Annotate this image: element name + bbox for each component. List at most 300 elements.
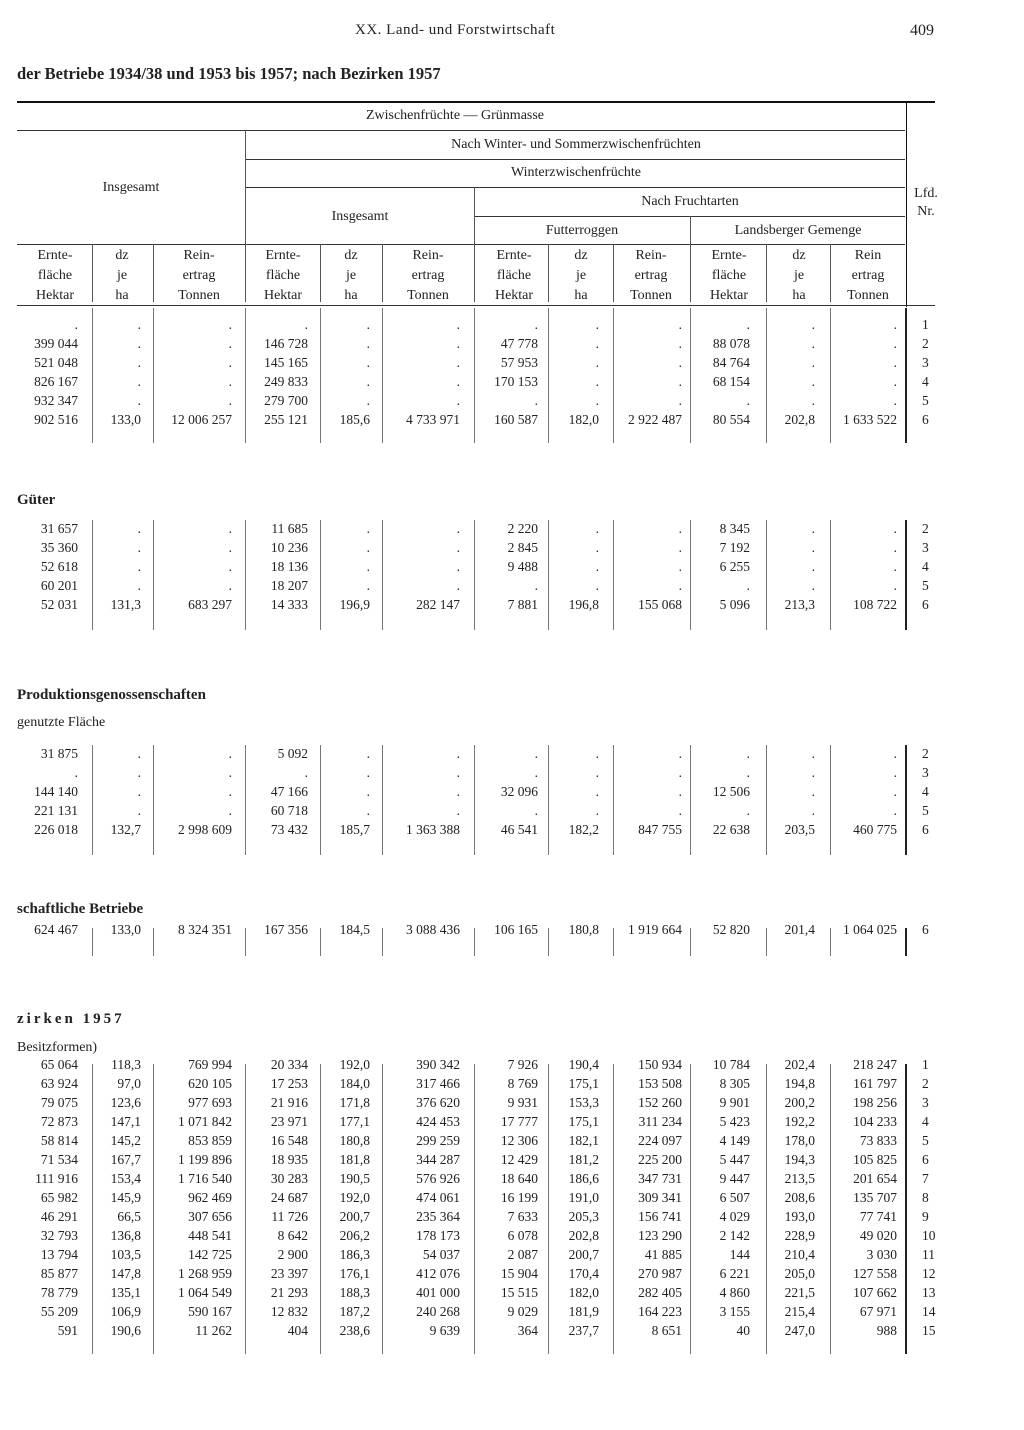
header-winterzwischenfruechte: Winterzwischenfrüchte	[510, 165, 642, 180]
table-cell: .	[534, 578, 538, 593]
table-cell: .	[137, 765, 141, 780]
row-number: 3	[922, 355, 929, 370]
table-cell: 54 037	[422, 1247, 460, 1262]
table-cell: .	[456, 784, 460, 799]
table-cell: .	[811, 336, 815, 351]
row-number: 9	[922, 1209, 929, 1224]
table-cell: 146 728	[264, 336, 308, 351]
header-lfd-nr: Lfd. Nr.	[914, 186, 938, 219]
row-number: 6	[922, 822, 929, 837]
row-number: 2	[922, 336, 929, 351]
table-cell: 988	[876, 1323, 897, 1338]
table-cell: 153,3	[568, 1095, 599, 1110]
table-cell: .	[595, 784, 599, 799]
table-cell: .	[893, 521, 897, 536]
table-cell: 2 220	[507, 521, 538, 536]
table-cell: 167,7	[110, 1152, 141, 1167]
table-cell: 52 618	[40, 559, 78, 574]
table-cell: .	[893, 317, 897, 332]
table-cell: 255 121	[264, 412, 308, 427]
table-cell: 460 775	[853, 822, 897, 837]
table-cell: .	[366, 540, 370, 555]
table-cell: 184,0	[339, 1076, 370, 1091]
table-cell: .	[304, 317, 308, 332]
table-cell: 1 363 388	[406, 822, 460, 837]
table-cell: 412 076	[416, 1266, 460, 1281]
table-cell: .	[893, 355, 897, 370]
table-cell: .	[137, 540, 141, 555]
table-cell: 311 234	[638, 1114, 682, 1129]
table-cell: 769 994	[188, 1057, 232, 1072]
table-cell: .	[893, 336, 897, 351]
table-cell: .	[534, 317, 538, 332]
table-cell: 4 733 971	[406, 412, 460, 427]
table-cell: 376 620	[416, 1095, 460, 1110]
table-cell: 228,9	[784, 1228, 815, 1243]
table-cell: 23 397	[270, 1266, 308, 1281]
table-cell: 17 253	[270, 1076, 308, 1091]
table-cell: .	[74, 765, 78, 780]
table-cell: .	[811, 765, 815, 780]
table-cell: 4 860	[719, 1285, 750, 1300]
table-cell: .	[595, 540, 599, 555]
table-cell: 32 793	[40, 1228, 78, 1243]
table-cell: 309 341	[638, 1190, 682, 1205]
section-title-bezirken: zirken 1957	[17, 1011, 125, 1027]
table-cell: .	[746, 317, 750, 332]
table-cell: 3 088 436	[406, 922, 460, 937]
table-cell: .	[74, 317, 78, 332]
table-cell: 31 657	[40, 521, 78, 536]
table-cell: 12 429	[500, 1152, 538, 1167]
table-cell: .	[137, 374, 141, 389]
table-cell: 106 165	[494, 922, 538, 937]
table-cell: 107 662	[853, 1285, 897, 1300]
row-number: 6	[922, 922, 929, 937]
column-header: dz je ha	[792, 248, 806, 303]
table-cell: 9 488	[507, 559, 538, 574]
table-cell: 182,1	[568, 1133, 599, 1148]
table-cell: .	[456, 521, 460, 536]
table-cell: 180,8	[339, 1133, 370, 1148]
table-cell: 21 293	[270, 1285, 308, 1300]
table-cell: 237,7	[568, 1323, 599, 1338]
column-header: dz je ha	[574, 248, 588, 303]
table-cell: .	[595, 374, 599, 389]
table-cell: 7 926	[507, 1057, 538, 1072]
table-cell: 4 149	[719, 1133, 750, 1148]
row-number: 4	[922, 559, 929, 574]
table-cell: 14 333	[270, 597, 308, 612]
row-number: 5	[922, 1133, 929, 1148]
table-cell: .	[678, 746, 682, 761]
table-cell: 1 199 896	[178, 1152, 232, 1167]
table-cell: 21 916	[270, 1095, 308, 1110]
table-cell: 201 654	[853, 1171, 897, 1186]
table-cell: .	[456, 355, 460, 370]
table-cell: 175,1	[568, 1076, 599, 1091]
table-cell: 1 071 842	[178, 1114, 232, 1129]
table-cell: .	[137, 317, 141, 332]
table-cell: 31 875	[40, 746, 78, 761]
table-cell: 591	[57, 1323, 78, 1338]
table-cell: .	[534, 803, 538, 818]
table-cell: .	[228, 355, 232, 370]
table-cell: 270 987	[638, 1266, 682, 1281]
table-cell: 218 247	[853, 1057, 897, 1072]
table-cell: 40	[736, 1323, 750, 1338]
table-cell: .	[228, 784, 232, 799]
table-cell: 213,3	[784, 597, 815, 612]
table-cell: 182,2	[568, 822, 599, 837]
table-cell: 161 797	[853, 1076, 897, 1091]
table-cell: 190,4	[568, 1057, 599, 1072]
table-cell: 221 131	[34, 803, 78, 818]
table-cell: .	[678, 559, 682, 574]
table-cell: 63 924	[40, 1076, 78, 1091]
table-cell: 150 934	[638, 1057, 682, 1072]
table-cell: 171,8	[339, 1095, 370, 1110]
table-cell: 847 755	[638, 822, 682, 837]
table-cell: .	[228, 521, 232, 536]
table-cell: 52 820	[712, 922, 750, 937]
table-cell: 3 155	[719, 1304, 750, 1319]
table-cell: 590 167	[188, 1304, 232, 1319]
column-header: dz je ha	[115, 248, 129, 303]
header-insgesamt-outer: Insgesamt	[102, 180, 160, 195]
table-cell: 401 000	[416, 1285, 460, 1300]
row-number: 6	[922, 1152, 929, 1167]
table-cell: .	[811, 393, 815, 408]
table-cell: 73 432	[270, 822, 308, 837]
table-cell: .	[228, 559, 232, 574]
table-cell: 164 223	[638, 1304, 682, 1319]
table-cell: 2 142	[719, 1228, 750, 1243]
table-cell: 175,1	[568, 1114, 599, 1129]
table-cell: 22 638	[712, 822, 750, 837]
row-number: 1	[922, 1057, 929, 1072]
table-cell: 182,0	[568, 1285, 599, 1300]
table-cell: 238,6	[339, 1323, 370, 1338]
table-cell: 9 931	[507, 1095, 538, 1110]
table-cell: 1 919 664	[628, 922, 682, 937]
table-cell: .	[366, 578, 370, 593]
table-cell: .	[366, 374, 370, 389]
table-cell: .	[811, 746, 815, 761]
table-cell: .	[893, 765, 897, 780]
table-cell: .	[678, 374, 682, 389]
table-cell: 5 092	[277, 746, 308, 761]
header-nach-fruchtarten: Nach Fruchtarten	[641, 194, 739, 209]
table-cell: .	[678, 317, 682, 332]
table-cell: .	[137, 559, 141, 574]
table-cell: 49 020	[859, 1228, 897, 1243]
table-cell: .	[534, 765, 538, 780]
table-cell: 60 718	[270, 803, 308, 818]
table-cell: 202,8	[568, 1228, 599, 1243]
table-cell: 135,1	[110, 1285, 141, 1300]
table-cell: .	[595, 355, 599, 370]
table-cell: 187,2	[339, 1304, 370, 1319]
table-cell: 67 971	[859, 1304, 897, 1319]
table-cell: .	[366, 559, 370, 574]
row-number: 7	[922, 1171, 929, 1186]
table-cell: 299 259	[416, 1133, 460, 1148]
table-cell: 2 087	[507, 1247, 538, 1262]
table-cell: 88 078	[712, 336, 750, 351]
table-cell: 16 199	[500, 1190, 538, 1205]
table-cell: 32 096	[500, 784, 538, 799]
table-cell: .	[595, 578, 599, 593]
column-header: Rein- ertrag Tonnen	[630, 248, 672, 303]
table-cell: 136,8	[110, 1228, 141, 1243]
table-cell: 344 287	[416, 1152, 460, 1167]
table-cell: .	[746, 803, 750, 818]
table-cell: 390 342	[416, 1057, 460, 1072]
table-cell: .	[811, 317, 815, 332]
table-cell: 178,0	[784, 1133, 815, 1148]
column-header: Ernte- fläche Hektar	[709, 248, 749, 303]
table-cell: 221,5	[784, 1285, 815, 1300]
table-cell: .	[456, 374, 460, 389]
table-cell: 104 233	[853, 1114, 897, 1129]
table-cell: .	[678, 521, 682, 536]
row-number: 10	[922, 1228, 936, 1243]
table-cell: 170 153	[494, 374, 538, 389]
table-cell: 147,8	[110, 1266, 141, 1281]
table-cell: 6 078	[507, 1228, 538, 1243]
table-cell: 105 825	[853, 1152, 897, 1167]
table-cell: .	[366, 393, 370, 408]
table-cell: 77 741	[859, 1209, 897, 1224]
table-cell: 201,4	[784, 922, 815, 937]
table-cell: 30 283	[270, 1171, 308, 1186]
table-cell: .	[811, 784, 815, 799]
column-header: Ernte- fläche Hektar	[494, 248, 534, 303]
table-cell: 184,5	[339, 922, 370, 937]
table-cell: 153 508	[638, 1076, 682, 1091]
table-cell: .	[893, 559, 897, 574]
table-cell: 18 207	[270, 578, 308, 593]
table-cell: 65 982	[40, 1190, 78, 1205]
table-cell: 2 922 487	[628, 412, 682, 427]
table-cell: 193,0	[784, 1209, 815, 1224]
table-cell: 73 833	[859, 1133, 897, 1148]
row-number: 12	[922, 1266, 936, 1281]
table-cell: 20 334	[270, 1057, 308, 1072]
table-cell: .	[595, 336, 599, 351]
table-cell: .	[811, 578, 815, 593]
row-number: 4	[922, 374, 929, 389]
table-cell: 448 541	[188, 1228, 232, 1243]
table-cell: 853 859	[188, 1133, 232, 1148]
table-cell: .	[366, 746, 370, 761]
table-cell: 17 777	[500, 1114, 538, 1129]
table-cell: 1 064 549	[178, 1285, 232, 1300]
table-cell: 9 447	[719, 1171, 750, 1186]
table-cell: 683 297	[188, 597, 232, 612]
table-cell: 41 885	[644, 1247, 682, 1262]
table-cell: 180,8	[568, 922, 599, 937]
table-cell: .	[678, 336, 682, 351]
column-header: Rein- ertrag Tonnen	[178, 248, 220, 303]
table-cell: .	[678, 578, 682, 593]
table-cell: 347 731	[638, 1171, 682, 1186]
table-cell: 202,4	[784, 1057, 815, 1072]
table-cell: 1 716 540	[178, 1171, 232, 1186]
table-cell: 210,4	[784, 1247, 815, 1262]
table-cell: .	[893, 803, 897, 818]
table-cell: .	[678, 393, 682, 408]
table-cell: .	[137, 784, 141, 799]
table-cell: 12 306	[500, 1133, 538, 1148]
table-cell: .	[228, 393, 232, 408]
table-cell: .	[137, 521, 141, 536]
table-cell: 97,0	[117, 1076, 141, 1091]
table-cell: .	[893, 374, 897, 389]
table-cell: 60 201	[40, 578, 78, 593]
table-cell: 170,4	[568, 1266, 599, 1281]
table-cell: 15 515	[500, 1285, 538, 1300]
table-cell: 196,8	[568, 597, 599, 612]
table-cell: 72 873	[40, 1114, 78, 1129]
header-insgesamt-inner: Insgesamt	[331, 209, 389, 224]
table-cell: .	[228, 746, 232, 761]
table-cell: 11 726	[271, 1209, 308, 1224]
table-cell: .	[534, 746, 538, 761]
table-cell: .	[595, 765, 599, 780]
table-cell: 235 364	[416, 1209, 460, 1224]
table-cell: 135 707	[853, 1190, 897, 1205]
table-cell: 68 154	[712, 374, 750, 389]
row-number: 5	[922, 803, 929, 818]
table-cell: .	[893, 784, 897, 799]
table-cell: .	[811, 540, 815, 555]
table-cell: 15 904	[500, 1266, 538, 1281]
table-cell: 71 534	[40, 1152, 78, 1167]
table-cell: .	[746, 393, 750, 408]
table-cell: 46 291	[40, 1209, 78, 1224]
table-cell: 108 722	[853, 597, 897, 612]
table-cell: 12 832	[270, 1304, 308, 1319]
table-cell: .	[746, 578, 750, 593]
table-cell: .	[595, 521, 599, 536]
table-cell: 123,6	[110, 1095, 141, 1110]
table-cell: 1 064 025	[843, 922, 897, 937]
table-cell: 200,7	[568, 1247, 599, 1262]
table-cell: 8 769	[507, 1076, 538, 1091]
table-cell: .	[366, 765, 370, 780]
row-number: 15	[922, 1323, 936, 1338]
column-header: Rein ertrag Tonnen	[847, 248, 889, 303]
table-cell: 11 685	[271, 521, 308, 536]
table-cell: 145 165	[264, 355, 308, 370]
table-cell: .	[228, 540, 232, 555]
row-number: 1	[922, 317, 929, 332]
running-head: XX. Land- und Forstwirtschaft	[355, 22, 556, 38]
table-cell: 5 096	[719, 597, 750, 612]
table-cell: 133,0	[110, 412, 141, 427]
row-number: 5	[922, 393, 929, 408]
table-cell: 190,6	[110, 1323, 141, 1338]
table-cell: .	[678, 765, 682, 780]
table-cell: 18 935	[270, 1152, 308, 1167]
column-header: Rein- ertrag Tonnen	[407, 248, 449, 303]
table-cell: 58 814	[40, 1133, 78, 1148]
table-cell: .	[893, 578, 897, 593]
table-cell: .	[456, 336, 460, 351]
table-cell: 2 998 609	[178, 822, 232, 837]
table-cell: 186,3	[339, 1247, 370, 1262]
table-cell: 224 097	[638, 1133, 682, 1148]
table-cell: .	[137, 336, 141, 351]
table-cell: 181,2	[568, 1152, 599, 1167]
section-title-gueter: Güter	[17, 492, 56, 508]
table-cell: .	[595, 559, 599, 574]
table-cell: 194,3	[784, 1152, 815, 1167]
table-cell: 132,7	[110, 822, 141, 837]
table-cell: .	[304, 765, 308, 780]
header-nach-winter-sommer: Nach Winter- und Sommerzwischenfrüchten	[451, 137, 701, 152]
column-header: Ernte- fläche Hektar	[263, 248, 303, 303]
table-cell: 103,5	[110, 1247, 141, 1262]
table-cell: 3 030	[866, 1247, 897, 1262]
table-cell: 12 506	[712, 784, 750, 799]
table-cell: 194,8	[784, 1076, 815, 1091]
table-cell: .	[228, 765, 232, 780]
table-cell: 57 953	[500, 355, 538, 370]
table-cell: 8 642	[277, 1228, 308, 1243]
table-cell: .	[456, 746, 460, 761]
table-cell: 192,0	[339, 1057, 370, 1072]
row-number: 6	[922, 597, 929, 612]
table-cell: .	[811, 559, 815, 574]
table-cell: .	[456, 803, 460, 818]
header-futterroggen: Futterroggen	[545, 223, 619, 238]
row-number: 14	[922, 1304, 936, 1319]
table-cell: 282 405	[638, 1285, 682, 1300]
table-cell: 225 200	[638, 1152, 682, 1167]
table-cell: 178 173	[416, 1228, 460, 1243]
table-cell: 208,6	[784, 1190, 815, 1205]
table-cell: 202,8	[784, 412, 815, 427]
table-cell: .	[456, 765, 460, 780]
table-cell: 186,6	[568, 1171, 599, 1186]
table-cell: 145,9	[110, 1190, 141, 1205]
table-cell: 205,0	[784, 1266, 815, 1281]
table-cell: .	[137, 803, 141, 818]
row-number: 4	[922, 784, 929, 799]
table-cell: .	[595, 803, 599, 818]
table-cell: 200,7	[339, 1209, 370, 1224]
table-cell: 155 068	[638, 597, 682, 612]
table-cell: .	[456, 578, 460, 593]
table-cell: 192,0	[339, 1190, 370, 1205]
table-cell: 65 064	[40, 1057, 78, 1072]
row-number: 3	[922, 1095, 929, 1110]
table-cell: 131,3	[110, 597, 141, 612]
table-cell: 307 656	[188, 1209, 232, 1224]
table-cell: .	[595, 393, 599, 408]
table-cell: 167 356	[264, 922, 308, 937]
table-cell: 47 778	[500, 336, 538, 351]
table-cell: 576 926	[416, 1171, 460, 1186]
table-cell: 190,5	[339, 1171, 370, 1186]
table-cell: 932 347	[34, 393, 78, 408]
table-cell: 6 221	[719, 1266, 750, 1281]
table-cell: .	[534, 393, 538, 408]
table-cell: .	[595, 317, 599, 332]
